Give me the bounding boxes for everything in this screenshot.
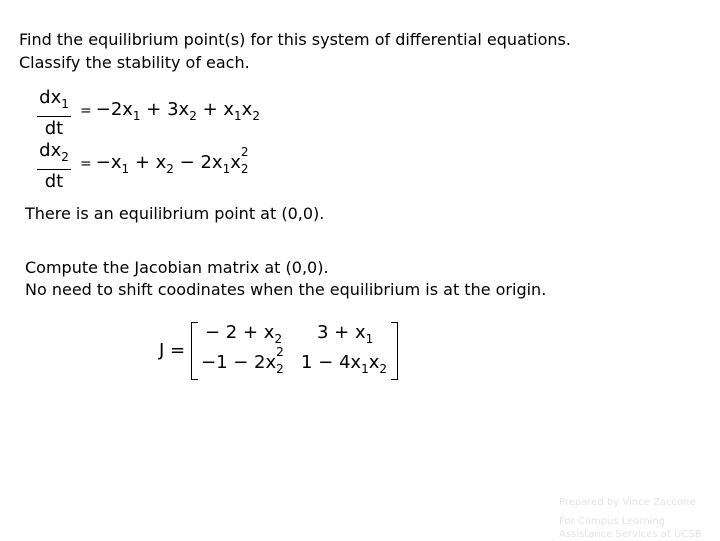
eq2-numerator: dx — [39, 140, 62, 161]
jacobian-a12: $3 + x_1$ — [317, 322, 374, 346]
credit-line-3: Assistance Services at UCSB — [559, 529, 702, 540]
prompt-line-2: Classify the stability of each. — [19, 53, 250, 72]
eq2-derivative — [37, 141, 71, 192]
jacobian-a11: − $2 + x_2$ — [205, 322, 283, 346]
credit-line-2: For Campus Learning — [559, 516, 666, 527]
instruction-line-1: Compute the Jacobian matrix at (0,0). — [25, 258, 329, 277]
jacobian-instructions — [25, 257, 546, 301]
jacobian-label: J = — [159, 340, 186, 361]
problem-prompt — [19, 28, 571, 74]
credit-line-1: Prepared by Vince Zaccone — [559, 497, 696, 508]
equilibrium-statement: There is an equilibrium point at (0,0). — [25, 204, 325, 223]
eq1-numerator: dx — [39, 87, 62, 108]
instruction-line-2: No need to shift coodinates when the equilibrium is at the origin. — [25, 280, 547, 299]
jacobian-a22: $1 - 4x_1x_2$ — [301, 352, 388, 376]
eq2-numerator-sub: 2 — [61, 150, 69, 164]
eq1-numerator-sub: 1 — [61, 97, 69, 111]
matrix-right-bracket — [391, 322, 398, 380]
eq2-rhs: = $-x_1 + x_2 - 2x_1x_{2 2}$ — [80, 145, 249, 176]
prompt-line-1: Find the equilibrium point(s) for this system of differential equations. — [19, 30, 571, 49]
eq2-denominator: dt — [44, 171, 64, 192]
matrix-left-bracket — [191, 322, 198, 380]
eq1-derivative — [37, 88, 71, 139]
eq1-denominator: dt — [44, 118, 64, 139]
jacobian-a21: $-1 - 2x_{2 2}$ — [201, 345, 284, 376]
eq1-rhs: = $-2x_1 + 3x_2 + x_1x_2$ — [80, 99, 260, 123]
